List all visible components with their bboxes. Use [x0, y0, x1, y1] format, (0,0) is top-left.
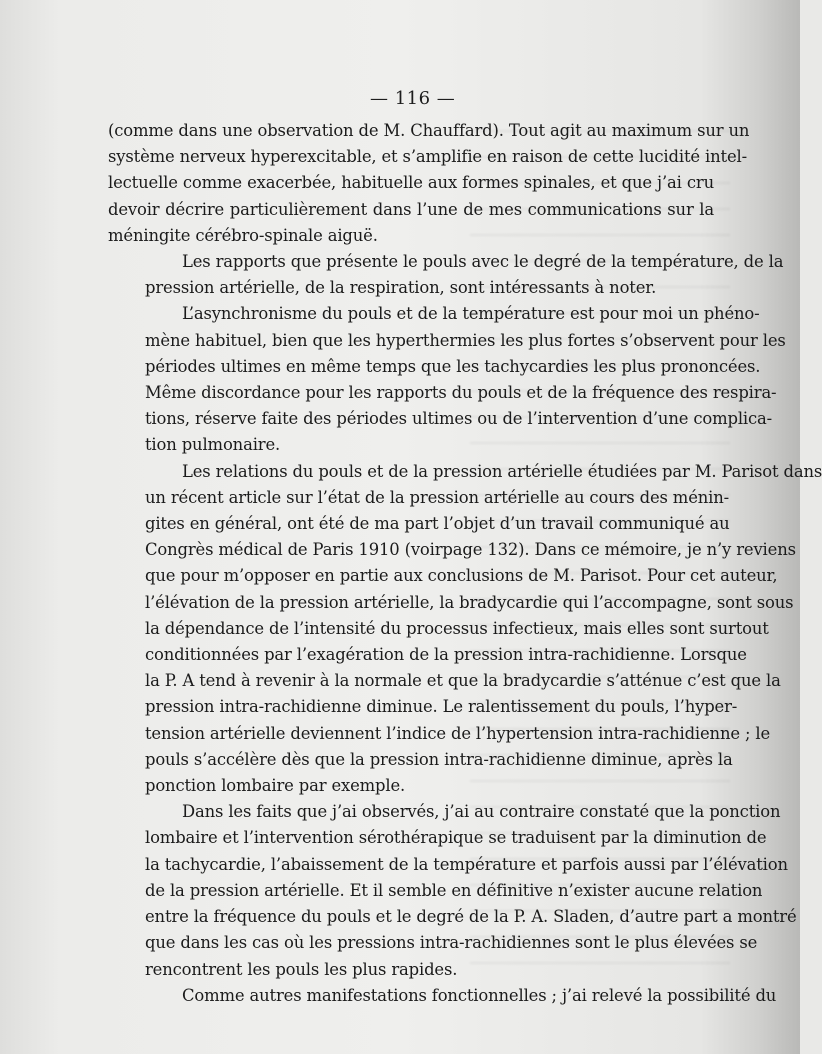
text-line: lombaire et l’intervention sérothérapique se traduisent par la diminution de	[145, 828, 767, 848]
paragraph	[108, 301, 786, 458]
text-line: devoir décrire particulièrement dans l’une de mes communications sur la	[108, 199, 714, 219]
text-line: Dans les faits que j’ai observés, j’ai au contraire constaté que la ponction	[182, 802, 781, 822]
page-number: — 116 —	[370, 88, 456, 109]
body-text	[108, 118, 822, 1005]
text-line: tension artérielle deviennent l’indice de l’hypertension intra-rachidienne ; le	[145, 723, 771, 743]
paragraph	[108, 118, 750, 249]
paragraph	[108, 983, 777, 1009]
text-line: tion pulmonaire.	[145, 435, 281, 455]
text-line: périodes ultimes en même temps que les tachycardies les plus prononcées.	[145, 356, 761, 376]
text-line: pression artérielle, de la respiration, sont intéressants à noter.	[145, 278, 657, 298]
text-line: L’asynchronisme du pouls et de la température est pour moi un phéno-	[182, 304, 760, 324]
text-line: Les relations du pouls et de la pression artérielle étudiées par M. Parisot dans	[182, 461, 822, 481]
paragraph	[108, 799, 797, 982]
text-line: mène habituel, bien que les hyperthermies les plus fortes s’observent pour les	[145, 330, 786, 350]
text-line: un récent article sur l’état de la pression artérielle au cours des ménin-	[145, 487, 730, 507]
text-line: gites en général, ont été de ma part l’objet d’un travail communiqué au	[145, 514, 730, 534]
text-line: méningite cérébro-spinale aiguë.	[108, 225, 378, 245]
text-line: (comme dans une observation de M. Chauffard). Tout agit au maximum sur un	[108, 121, 750, 140]
text-line: Les rapports que présente le pouls avec le degré de la température, de la	[182, 252, 784, 272]
text-line: Congrès médical de Paris 1910 (voirpage 132). Dans ce mémoire, je n’y reviens	[145, 540, 796, 560]
text-line: rencontrent les pouls les plus rapides.	[145, 959, 458, 979]
paragraph	[108, 249, 784, 301]
text-line: Même discordance pour les rapports du pouls et de la fréquence des respira-	[145, 383, 777, 403]
text-line: la tachycardie, l’abaissement de la température et parfois aussi par l’élévation	[145, 854, 788, 874]
text-line: ponction lombaire par exemple.	[145, 776, 406, 796]
paragraph	[108, 459, 822, 800]
text-line: que pour m’opposer en partie aux conclusions de M. Parisot. Pour cet auteur,	[145, 566, 778, 586]
text-line: entre la fréquence du pouls et le degré de la P. A. Sladen, d’autre part a montré	[145, 907, 797, 927]
text-line: pression intra-rachidienne diminue. Le ralentissement du pouls, l’hyper-	[145, 697, 738, 717]
text-line: tions, réserve faite des périodes ultimes ou de l’intervention d’une complica-	[145, 409, 773, 429]
text-line: la P. A tend à revenir à la normale et que la bradycardie s’atténue c’est que la	[145, 671, 781, 691]
text-line: lectuelle comme exacerbée, habituelle aux formes spinales, et que j’ai cru	[108, 173, 714, 193]
text-line: l’élévation de la pression artérielle, la bradycardie qui l’accompagne, sont sous	[145, 592, 794, 612]
text-line: conditionnées par l’exagération de la pression intra-rachidienne. Lorsque	[145, 645, 747, 665]
text-line: pouls s’accélère dès que la pression intra-rachidienne diminue, après la	[145, 749, 733, 769]
text-line: système nerveux hyperexcitable, et s’amplifie en raison de cette lucidité intel-	[108, 147, 747, 167]
text-line: Comme autres manifestations fonctionnelles ; j’ai relevé la possibilité du	[182, 985, 777, 1005]
text-line: que dans les cas où les pressions intra-rachidiennes sont le plus élevées se	[145, 933, 758, 953]
text-line: la dépendance de l’intensité du processus infectieux, mais elles sont surtout	[145, 618, 769, 638]
text-line: de la pression artérielle. Et il semble en définitive n’exister aucune relation	[145, 880, 763, 900]
